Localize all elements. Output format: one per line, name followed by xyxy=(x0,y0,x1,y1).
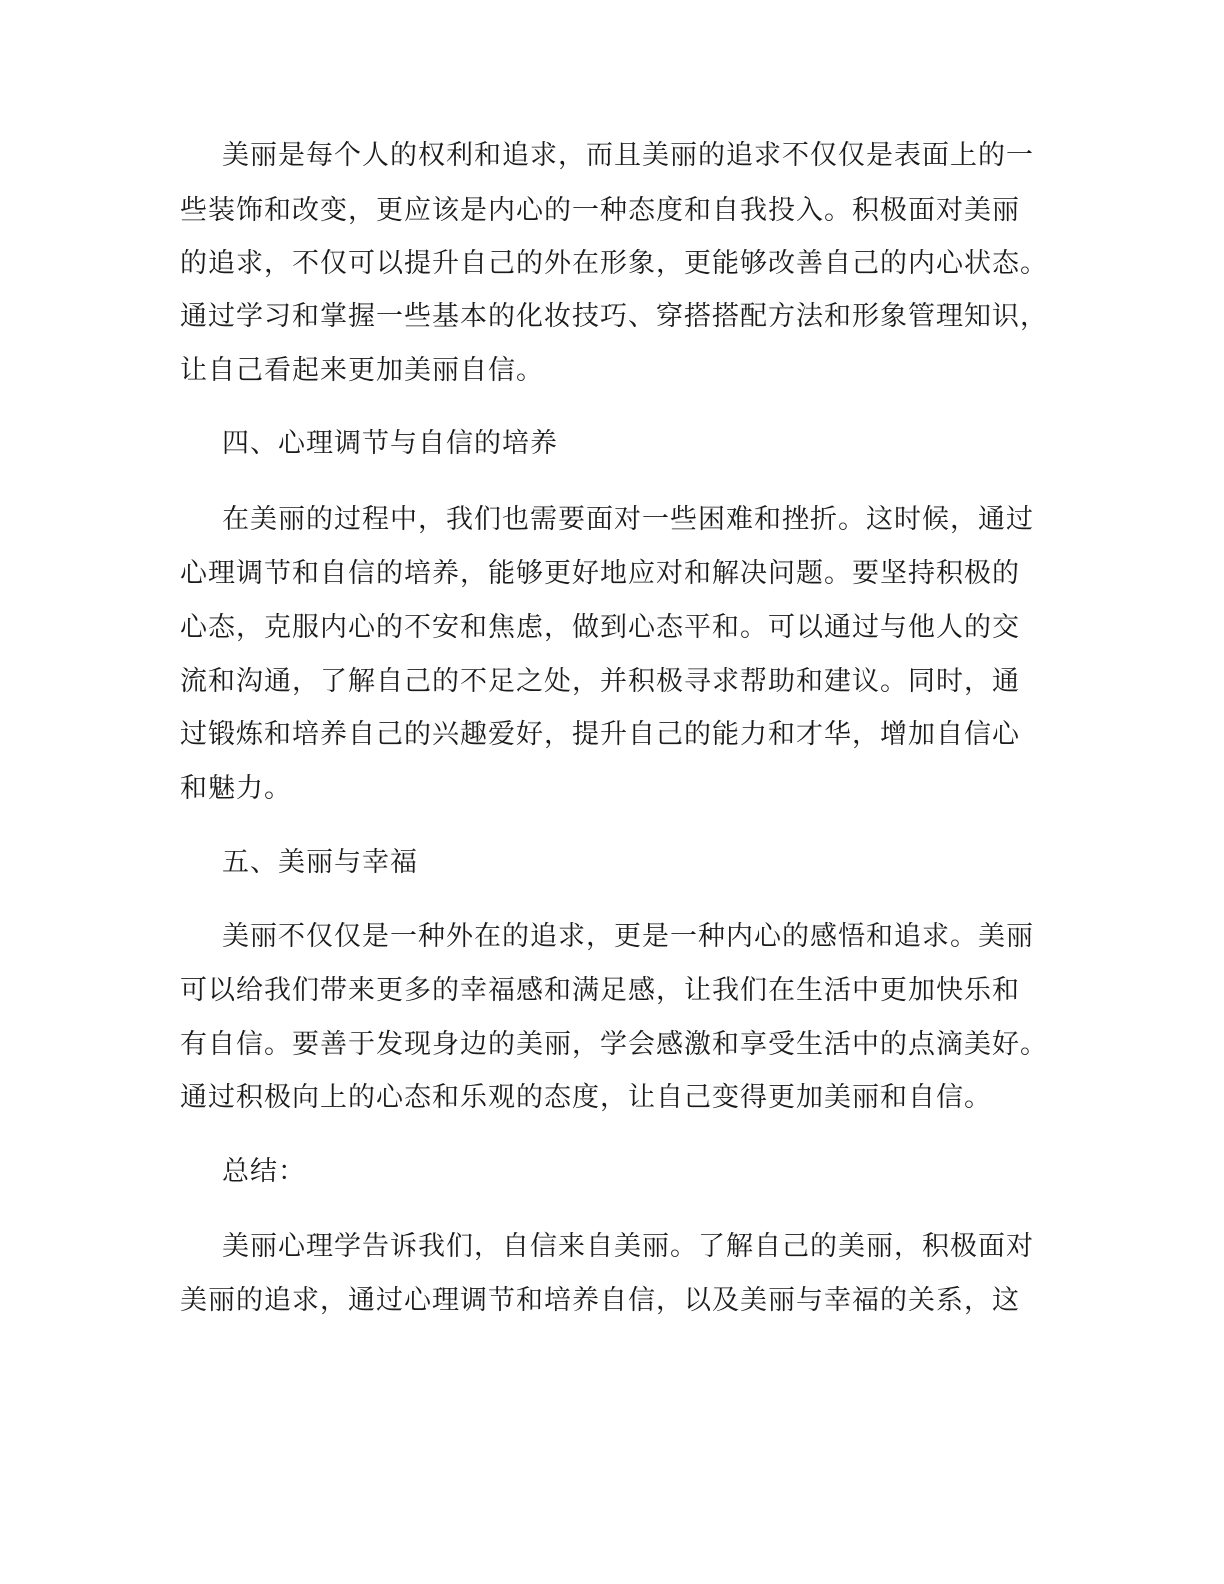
paragraph-line: 美丽是每个人的权利和追求，而且美丽的追求不仅仅是表面上的一 xyxy=(222,140,1034,171)
paragraph-line: 心理调节和自信的培养，能够更好地应对和解决问题。要坚持积极的 xyxy=(180,558,1020,589)
paragraph-line: 可以给我们带来更多的幸福感和满足感，让我们在生活中更加快乐和 xyxy=(180,975,1020,1006)
section-heading: 四、心理调节与自信的培养 xyxy=(222,428,558,459)
paragraph-line: 在美丽的过程中，我们也需要面对一些困难和挫折。这时候，通过 xyxy=(222,504,1034,535)
summary-heading: 总结： xyxy=(222,1156,306,1187)
paragraph-line: 心态，克服内心的不安和焦虑，做到心态平和。可以通过与他人的交 xyxy=(180,612,1020,643)
section-heading: 五、美丽与幸福 xyxy=(222,847,418,878)
paragraph-line: 美丽不仅仅是一种外在的追求，更是一种内心的感悟和追求。美丽 xyxy=(222,921,1034,952)
paragraph-line: 流和沟通，了解自己的不足之处，并积极寻求帮助和建议。同时，通 xyxy=(180,666,1020,697)
paragraph-line: 通过学习和掌握一些基本的化妆技巧、穿搭搭配方法和形象管理知识， xyxy=(180,301,1048,332)
paragraph-line: 美丽心理学告诉我们，自信来自美丽。了解自己的美丽，积极面对 xyxy=(222,1231,1034,1262)
paragraph-line: 的追求，不仅可以提升自己的外在形象，更能够改善自己的内心状态。 xyxy=(180,248,1048,279)
paragraph-line: 美丽的追求，通过心理调节和培养自信，以及美丽与幸福的关系，这 xyxy=(180,1285,1020,1316)
paragraph-line: 过锻炼和培养自己的兴趣爱好，提升自己的能力和才华，增加自信心 xyxy=(180,719,1020,750)
paragraph-line: 和魅力。 xyxy=(180,773,292,804)
paragraph-line: 让自己看起来更加美丽自信。 xyxy=(180,355,544,386)
paragraph-line: 有自信。要善于发现身边的美丽，学会感激和享受生活中的点滴美好。 xyxy=(180,1029,1048,1060)
paragraph-line: 些装饰和改变，更应该是内心的一种态度和自我投入。积极面对美丽 xyxy=(180,195,1020,226)
paragraph-line: 通过积极向上的心态和乐观的态度，让自己变得更加美丽和自信。 xyxy=(180,1082,992,1113)
